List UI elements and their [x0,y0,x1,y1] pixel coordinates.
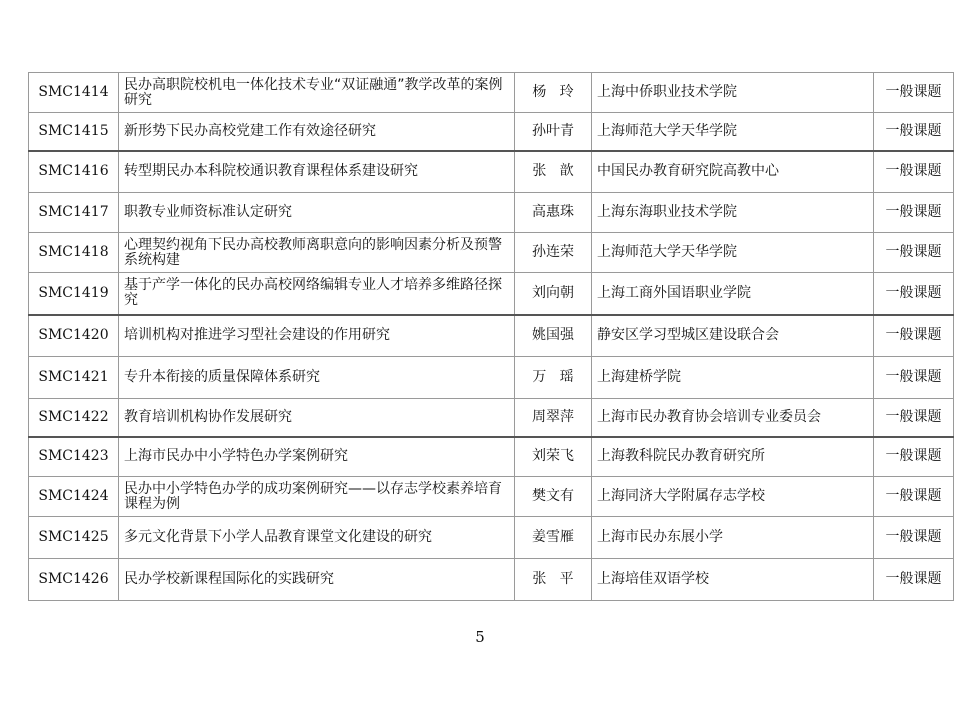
project-title-cell: 民办高职院校机电一体化技术专业“双证融通”教学改革的案例研究 [119,73,515,113]
project-code-cell: SMC1423 [29,437,119,477]
table-row [29,193,954,233]
project-type-cell: 一般课题 [874,559,954,601]
table-row [29,151,954,193]
organization-cell: 上海市民办东展小学 [592,517,874,559]
organization-cell: 上海同济大学附属存志学校 [592,477,874,517]
table-row [29,399,954,437]
project-code-cell: SMC1425 [29,517,119,559]
project-title-cell: 新形势下民办高校党建工作有效途径研究 [119,113,515,151]
organization-cell: 上海中侨职业技术学院 [592,73,874,113]
leader-name-cell: 刘向朝 [515,273,592,315]
table-row [29,437,954,477]
project-code-cell: SMC1424 [29,477,119,517]
project-code-cell: SMC1418 [29,233,119,273]
leader-name-cell: 杨 玲 [515,73,592,113]
project-code-cell: SMC1417 [29,193,119,233]
project-type-cell: 一般课题 [874,517,954,559]
project-title-cell: 基于产学一体化的民办高校网络编辑专业人才培养多维路径探究 [119,273,515,315]
leader-name-cell: 刘荣飞 [515,437,592,477]
organization-cell: 上海教科院民办教育研究所 [592,437,874,477]
project-code-cell: SMC1419 [29,273,119,315]
leader-name-cell: 樊文有 [515,477,592,517]
project-title-cell: 职教专业师资标准认定研究 [119,193,515,233]
project-type-cell: 一般课题 [874,151,954,193]
table-row [29,273,954,315]
project-code-cell: SMC1416 [29,151,119,193]
organization-cell: 上海培佳双语学校 [592,559,874,601]
project-title-cell: 民办学校新课程国际化的实践研究 [119,559,515,601]
project-type-cell: 一般课题 [874,73,954,113]
organization-cell: 上海工商外国语职业学院 [592,273,874,315]
leader-name-cell: 张 平 [515,559,592,601]
project-type-cell: 一般课题 [874,437,954,477]
project-title-cell: 教育培训机构协作发展研究 [119,399,515,437]
table-row [29,113,954,151]
organization-cell: 上海师范大学天华学院 [592,113,874,151]
organization-cell: 上海建桥学院 [592,357,874,399]
project-code-cell: SMC1420 [29,315,119,357]
organization-cell: 中国民办教育研究院高教中心 [592,151,874,193]
project-type-cell: 一般课题 [874,357,954,399]
project-code-cell: SMC1422 [29,399,119,437]
table-row [29,517,954,559]
leader-name-cell: 孙叶青 [515,113,592,151]
project-title-cell: 培训机构对推进学习型社会建设的作用研究 [119,315,515,357]
table-row [29,357,954,399]
project-type-cell: 一般课题 [874,477,954,517]
leader-name-cell: 姚国强 [515,315,592,357]
project-title-cell: 心理契约视角下民办高校教师离职意向的影响因素分析及预警系统构建 [119,233,515,273]
project-type-cell: 一般课题 [874,193,954,233]
project-code-cell: SMC1426 [29,559,119,601]
organization-cell: 上海东海职业技术学院 [592,193,874,233]
project-type-cell: 一般课题 [874,233,954,273]
project-type-cell: 一般课题 [874,315,954,357]
project-type-cell: 一般课题 [874,273,954,315]
project-title-cell: 民办中小学特色办学的成功案例研究——以存志学校素养培育课程为例 [119,477,515,517]
leader-name-cell: 万 瑶 [515,357,592,399]
leader-name-cell: 周翠萍 [515,399,592,437]
project-code-cell: SMC1421 [29,357,119,399]
project-title-cell: 专升本衔接的质量保障体系研究 [119,357,515,399]
table-row [29,233,954,273]
page-number: 5 [475,628,485,646]
project-list-table [28,72,954,601]
leader-name-cell: 高惠珠 [515,193,592,233]
project-title-cell: 多元文化背景下小学人品教育课堂文化建设的研究 [119,517,515,559]
table-body [29,73,954,601]
project-type-cell: 一般课题 [874,113,954,151]
project-code-cell: SMC1415 [29,113,119,151]
table-row [29,559,954,601]
leader-name-cell: 孙连荣 [515,233,592,273]
leader-name-cell: 张 歆 [515,151,592,193]
organization-cell: 静安区学习型城区建设联合会 [592,315,874,357]
organization-cell: 上海市民办教育协会培训专业委员会 [592,399,874,437]
organization-cell: 上海师范大学天华学院 [592,233,874,273]
project-code-cell: SMC1414 [29,73,119,113]
leader-name-cell: 姜雪雁 [515,517,592,559]
project-title-cell: 转型期民办本科院校通识教育课程体系建设研究 [119,151,515,193]
table-row [29,477,954,517]
project-title-cell: 上海市民办中小学特色办学案例研究 [119,437,515,477]
project-type-cell: 一般课题 [874,399,954,437]
table-row [29,315,954,357]
table-row [29,73,954,113]
